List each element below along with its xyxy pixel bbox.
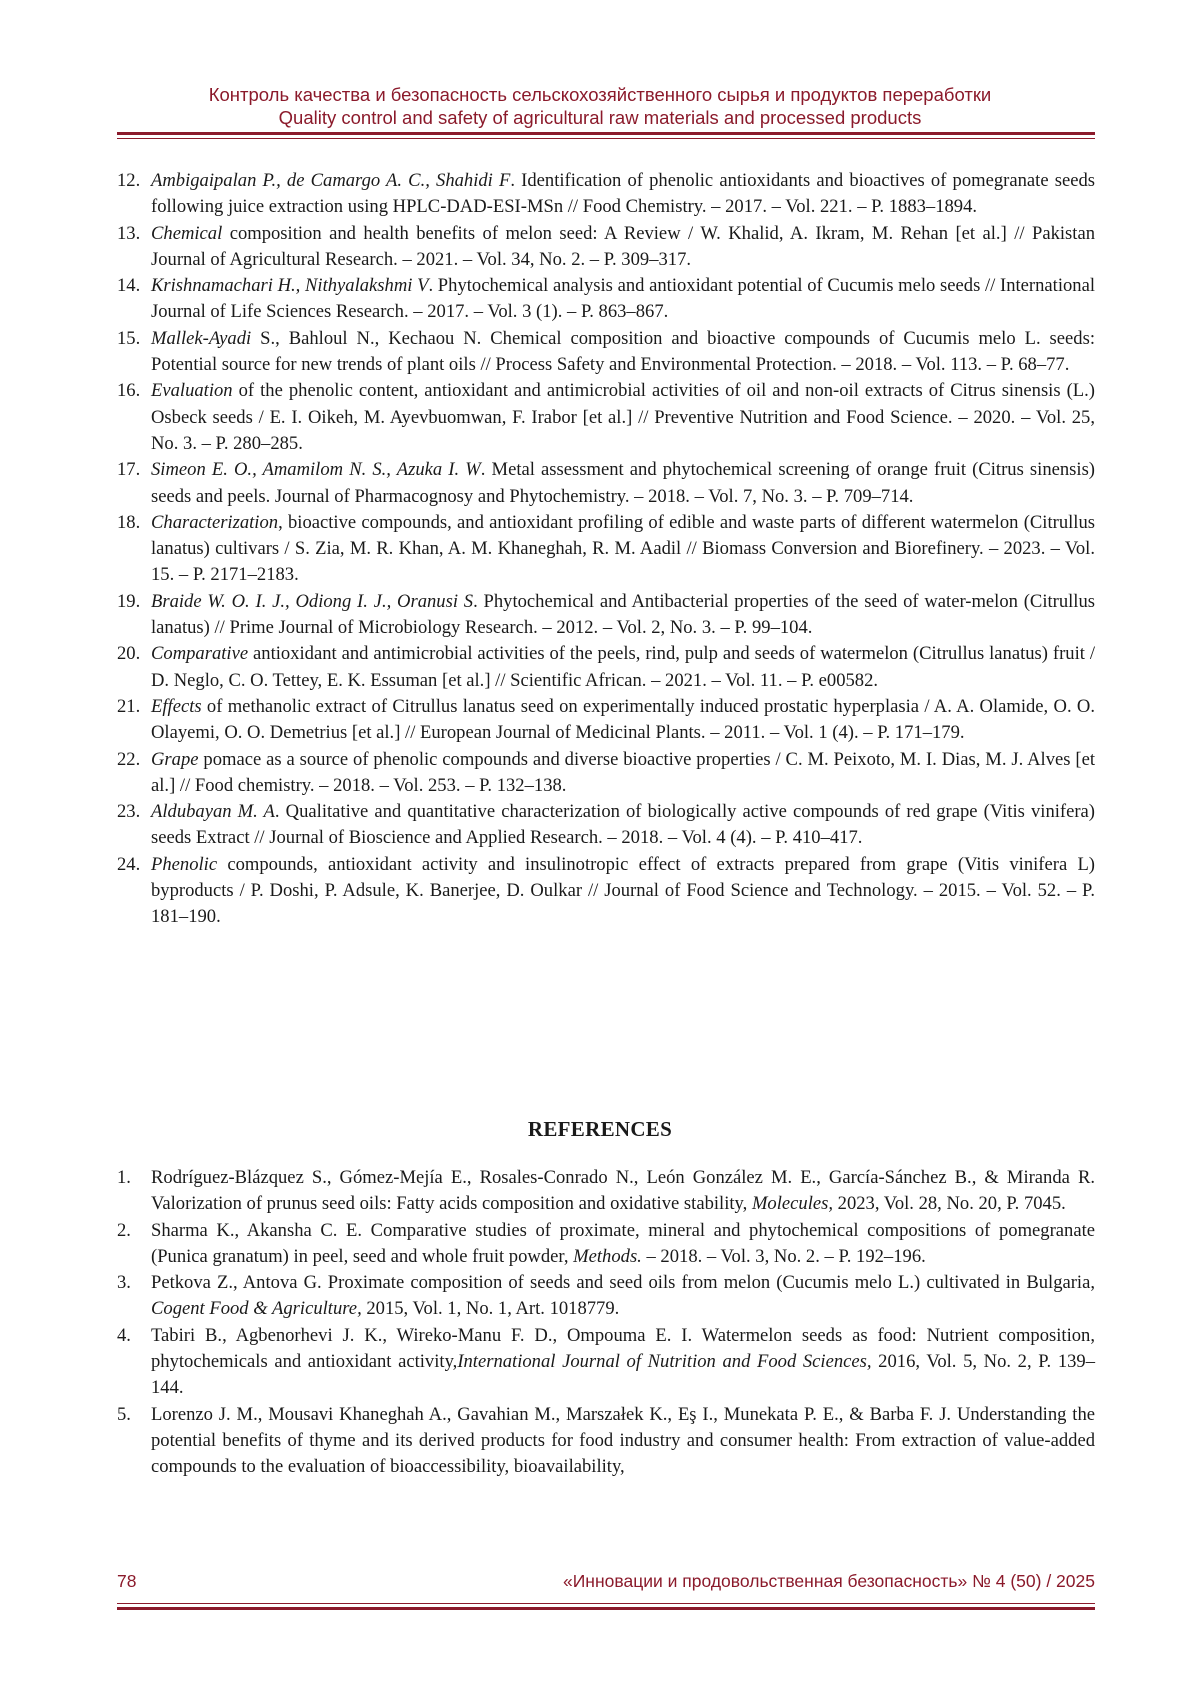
list-item <box>117 1218 1095 1271</box>
ref-journal: Cogent Food & Agriculture, <box>151 1298 362 1320</box>
list-item <box>117 1323 1095 1402</box>
ref-number: 19. <box>117 590 141 612</box>
list-item <box>117 747 1095 800</box>
ref-authors: Phenolic <box>151 853 218 875</box>
ref-text: of methanolic extract of Citrullus lanatus seed on experimentally induced prostatic hyperplasia / A. A. Olamide, O. O. Olayemi, O. O. Demetrius [et al.] // European Journal of Medicinal Plants. – 2011. – Vol. 1 (4). – P. 171–179. <box>151 695 1095 744</box>
ref-authors: Effects <box>151 695 202 717</box>
header-title-en: Quality control and safety of agricultural raw materials and processed products <box>278 107 922 128</box>
ref-text: . Phytochemical analysis and antioxidant potential of Cucumis melo seeds // International Journal of Life Sciences Research. – 2017. – Vol. 3 (1). – P. 863–867. <box>151 275 1095 323</box>
journal-issue: «Инновации и продовольственная безопасность» № 4 (50) / 2025 <box>563 1571 1095 1591</box>
ref-number: 4. <box>117 1324 131 1346</box>
header-rule-thin <box>117 138 1095 139</box>
ref-text: . Qualitative and quantitative characterization of biologically active compounds of red grape (Vitis vinifera) seeds Extract // Journal of Bioscience and Applied Research. – 2018. – Vol. 4 (4). – P. 410–417. <box>151 801 1095 849</box>
ref-number: 24. <box>117 853 141 875</box>
ref-number: 14. <box>117 275 141 297</box>
ref-journal: International Journal of Nutrition and Food Sciences, <box>457 1351 872 1373</box>
ref-number: 13. <box>117 222 141 244</box>
ref-text: Petkova Z., Antova G. Proximate composition of seeds and seed oils from melon (Cucumis melo L.) cultivated in Bulgaria, <box>151 1272 1095 1294</box>
ref-number: 5. <box>117 1403 131 1425</box>
ref-text: antioxidant and antimicrobial activities of the peels, rind, pulp and seeds of watermelon (Citrullus lanatus) fruit / D. Neglo, C. O. Tettey, E. K. Essuman [et al.] // Scientific African. – 2021. – Vol. 11. – P. e00582. <box>151 643 1095 691</box>
list-item <box>117 1402 1095 1481</box>
footer-rule-thick <box>117 1607 1095 1610</box>
english-reference-list <box>117 1165 1095 1481</box>
ref-text: of the phenolic content, antioxidant and antimicrobial activities of oil and non-oil extracts of Citrus sinensis (L.) Osbeck seeds / E. I. Oikeh, M. Ayevbuomwan, F. Irabor [et al.] // Preventive Nutrition and Food Science. – 2020. – Vol. 25, No. 3. – P. 280–285. <box>151 380 1095 454</box>
ref-text: Lorenzo J. M., Mousavi Khaneghah A., Gavahian M., Marszałek K., Eş I., Munekata P. E., & Barba F. J. Understanding the potential benefits of thyme and its derived products for food industry and consumer health: From extraction of value-added compounds to the evaluation of bioaccessibility, bioavailability, <box>151 1403 1095 1478</box>
list-item <box>117 1165 1095 1218</box>
ref-authors: Evaluation <box>151 380 233 402</box>
ref-text: pomace as a source of phenolic compounds and diverse bioactive properties / C. M. Peixoto, M. I. Dias, M. J. Alves [et al.] // Food chemistry. – 2018. – Vol. 253. – P. 132–138. <box>151 748 1095 796</box>
ref-number: 15. <box>117 327 141 349</box>
ref-text: . Phytochemical and Antibacterial properties of the seed of water-melon (Citrullus lanatus) // Prime Journal of Microbiology Research. – 2012. – Vol. 2, No. 3. – P. 99–104. <box>151 590 1096 639</box>
ref-number: 18. <box>117 511 141 533</box>
list-item <box>117 221 1095 274</box>
ref-authors: Characterization <box>151 511 279 533</box>
list-item <box>117 694 1095 747</box>
ref-number: 17. <box>117 459 141 481</box>
list-item <box>117 510 1095 589</box>
header-rule-thick <box>117 132 1095 135</box>
list-item <box>117 273 1095 326</box>
ref-text: , bioactive compounds, and antioxidant profiling of edible and waste parts of different watermelon (Citrullus lanatus) cultivars / S. Zia, M. R. Khan, A. M. Khaneghah, R. M. Aadil // Biomass Conversion and Biorefinery. – 2023. – Vol. 15. – P. 2171–2183. <box>151 511 1095 586</box>
ref-authors: Grape <box>151 748 199 770</box>
ref-tail: – 2018. – Vol. 3, No. 2. – P. 192–196. <box>641 1245 926 1267</box>
list-item <box>117 1270 1095 1323</box>
page-number: 78 <box>117 1571 137 1591</box>
list-item <box>117 168 1095 221</box>
ref-number: 3. <box>117 1272 131 1294</box>
russian-reference-list <box>117 168 1095 931</box>
list-item <box>117 457 1095 510</box>
ref-authors: Ambigaipalan P., de Camargo A. C., Shahidi F <box>151 170 511 191</box>
ref-text: Rodríguez-Blázquez S., Gómez-Mejía E., Rosales-Conrado N., León González M. E., García-Sánchez B., & Miranda R. Valorization of prunus seed oils: Fatty acids composition and oxidative stability, <box>151 1167 1095 1215</box>
ref-authors: Aldubayan M. A <box>151 801 275 823</box>
ref-tail: 2015, Vol. 1, No. 1, Art. 1018779. <box>361 1298 620 1320</box>
ref-text: . Metal assessment and phytochemical screening of orange fruit (Citrus sinensis) seeds and peels. Journal of Pharmacognosy and Phytochemistry. – 2018. – Vol. 7, No. 3. – P. 709–714. <box>151 459 1095 507</box>
ref-tail: 2023, Vol. 28, No. 20, P. 7045. <box>833 1193 1066 1215</box>
ref-number: 23. <box>117 801 141 823</box>
ref-text: composition and health benefits of melon seed: A Review / W. Khalid, A. Ikram, M. Rehan [et al.] // Pakistan Journal of Agricultural Research. – 2021. – Vol. 34, No. 2. – P. 309–317. <box>151 222 1095 270</box>
ref-number: 22. <box>117 748 141 770</box>
references-heading: REFERENCES <box>527 1117 673 1141</box>
ref-text: S., Bahloul N., Kechaou N. Chemical composition and bioactive compounds of Cucumis melo L. seeds: Potential source for new trends of plant oils // Process Safety and Environmental Protection. – 2018. – Vol. 113. – P. 68–77. <box>151 327 1095 376</box>
list-item <box>117 641 1095 694</box>
list-item <box>117 378 1095 457</box>
ref-authors: Chemical <box>151 222 223 244</box>
ref-text: Tabiri B., Agbenorhevi J. K., Wireko-Manu F. D., Ompouma E. I. Watermelon seeds as food: Nutrient composition, phytochemicals and antioxidant activity, <box>151 1324 1095 1373</box>
ref-authors: Krishnamachari H., Nithyalakshmi V <box>151 275 429 297</box>
ref-number: 16. <box>117 380 141 402</box>
ref-number: 12. <box>117 170 141 191</box>
ref-text: compounds, antioxidant activity and insulinotropic effect of extracts prepared from grape (Vitis vinifera L) byproducts / P. Doshi, P. Adsule, K. Banerjee, D. Oulkar // Journal of Food Science and Technology. – 2015. – Vol. 52. – P. 181–190. <box>151 853 1095 928</box>
ref-authors: Braide W. O. I. J., Odiong I. J., Oranusi S <box>151 590 474 612</box>
ref-tail: 2016, Vol. 5, No. 2, P. 139–144. <box>151 1351 1096 1399</box>
ref-text: . Identification of phenolic antioxidants and bioactives of pomegranate seeds following juice extraction using HPLC-DAD-ESI-MSn // Food Chemistry. – 2017. – Vol. 221. – P. 1883–1894. <box>151 170 1095 218</box>
list-item <box>117 799 1095 852</box>
ref-authors: Simeon E. O., Amamilom N. S., Azuka I. W <box>151 459 481 481</box>
ref-text: Sharma K., Akansha C. E. Comparative studies of proximate, mineral and phytochemical compositions of pomegranate (Punica granatum) in peel, seed and whole fruit powder, <box>151 1219 1095 1267</box>
ref-number: 21. <box>117 695 141 717</box>
header-title-ru: Контроль качества и безопасность сельскохозяйственного сырья и продуктов переработки <box>208 84 992 105</box>
ref-authors: Comparative <box>151 643 249 665</box>
ref-number: 1. <box>117 1167 131 1188</box>
list-item <box>117 852 1095 931</box>
list-item <box>117 326 1095 379</box>
list-item <box>117 589 1095 642</box>
ref-authors: Mallek-Ayadi <box>151 327 252 349</box>
footer-rule-thin <box>117 1603 1095 1604</box>
ref-number: 2. <box>117 1219 131 1241</box>
ref-number: 20. <box>117 643 141 665</box>
ref-journal: Molecules, <box>751 1193 833 1215</box>
ref-journal: Methods. <box>573 1245 642 1267</box>
